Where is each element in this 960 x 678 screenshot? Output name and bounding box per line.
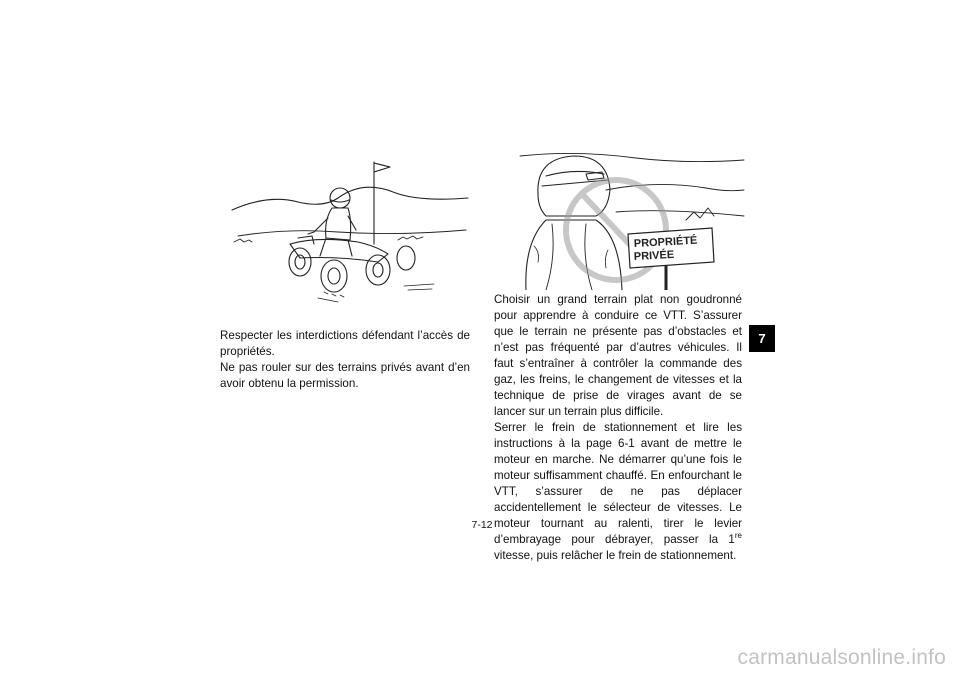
right-column-text [494,292,742,564]
page-number: 7-12 [471,519,493,531]
right-paragraph-2 [494,420,742,564]
chapter-tab: 7 [749,325,775,352]
left-paragraph-2: Ne pas rouler sur des terrains privés avant d’en avoir obtenu la permission. [220,361,470,390]
left-paragraph-1: Respecter les interdictions défendant l’accès de propriétés. [220,329,470,358]
right-paragraph-1: Choisir un grand terrain plat non goudronné pour apprendre à conduire ce VTT. S’assurer que le terrain ne présente pas d’obstacles et n’est pas fréquenté par d’autres véhicules. Il faut s’entraîner à contrôler la commande des gaz, les freins, le changement de vitesses et la technique de prise de virages avant de se lancer sur un terrain plus difficile. [494,293,742,418]
watermark-text: carmanualsonline.info [737,646,946,669]
private-property-illustration [516,150,746,290]
sign-text-line2: PRIVÉE [633,248,675,263]
right-paragraph-2-main: Serrer le frein de stationnement et lire les instructions à la page 6-1 avant de mettre le moteur en marche. Ne démarrer qu’une fois le moteur suffisamment chauffé. En enfourchant le VTT, s’assurer de ne pas déplacer accidentellement le sélecteur de vitesses. Le moteur tournant au ralenti, tirer le levier d’embrayage pour débrayer, passer la 1 [494,421,742,546]
right-paragraph-2-end: vitesse, puis relâcher le frein de stationnement. [494,549,737,562]
left-column-text [220,328,470,392]
ordinal-superscript: re [734,531,742,541]
sign-text-line1: PROPRIÉTÉ [633,234,698,250]
atv-rider-illustration [228,158,470,306]
